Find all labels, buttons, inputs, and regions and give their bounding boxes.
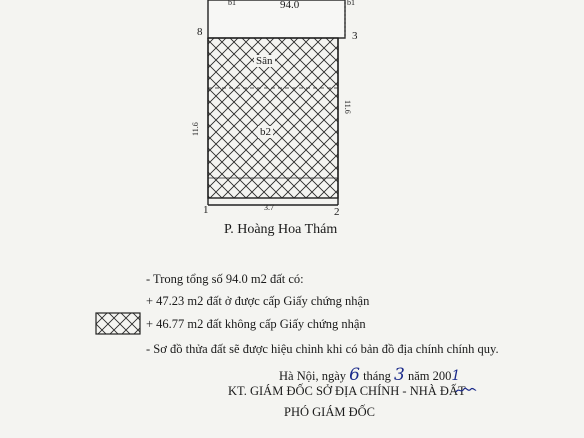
day-handwritten: 6 — [349, 365, 360, 385]
place-date — [279, 365, 460, 385]
top-right-label: b1 — [347, 0, 355, 7]
place-date-prefix: Hà Nội, ngày — [279, 369, 346, 383]
b2-label: b2 — [260, 126, 271, 138]
month-handwritten: 3 — [393, 365, 405, 385]
point-3-label: 3 — [352, 30, 358, 42]
dim-bottom: 3.7 — [264, 203, 274, 212]
san-label: Sân — [256, 55, 273, 67]
signature-title: PHÓ GIÁM ĐỐC — [284, 405, 375, 419]
street-name: P. Hoàng Hoa Thám — [224, 222, 338, 237]
legend-hatch-box — [96, 313, 140, 334]
note-adjustment: - Sơ đồ thửa đất sẽ được hiệu chỉnh khi có bản đồ địa chính chính quy. — [146, 342, 499, 356]
point-8-label: 8 — [197, 26, 203, 38]
dim-left: 11.6 — [191, 122, 200, 136]
point-1-label: 1 — [203, 204, 209, 216]
initials-mark — [455, 385, 477, 395]
top-left-label: b1 — [228, 0, 236, 7]
signature-org: KT. GIÁM ĐỐC SỞ ĐỊA CHÍNH - NHÀ ĐẤT — [228, 384, 466, 398]
note-total: - Trong tổng số 94.0 m2 đất có: — [146, 272, 304, 286]
note-certified: + 47.23 m2 đất ở được cấp Giấy chứng nhận — [146, 294, 370, 308]
dim-right: 11.6 — [343, 100, 352, 114]
year-handwritten: 1 — [451, 368, 461, 384]
year-prefix: năm 200 — [407, 369, 452, 383]
area-label-top: 94.0 — [280, 0, 300, 11]
note-uncertified: + 46.77 m2 đất không cấp Giấy chứng nhận — [146, 317, 366, 331]
month-word: tháng — [363, 369, 391, 383]
point-2-label: 2 — [334, 206, 340, 218]
